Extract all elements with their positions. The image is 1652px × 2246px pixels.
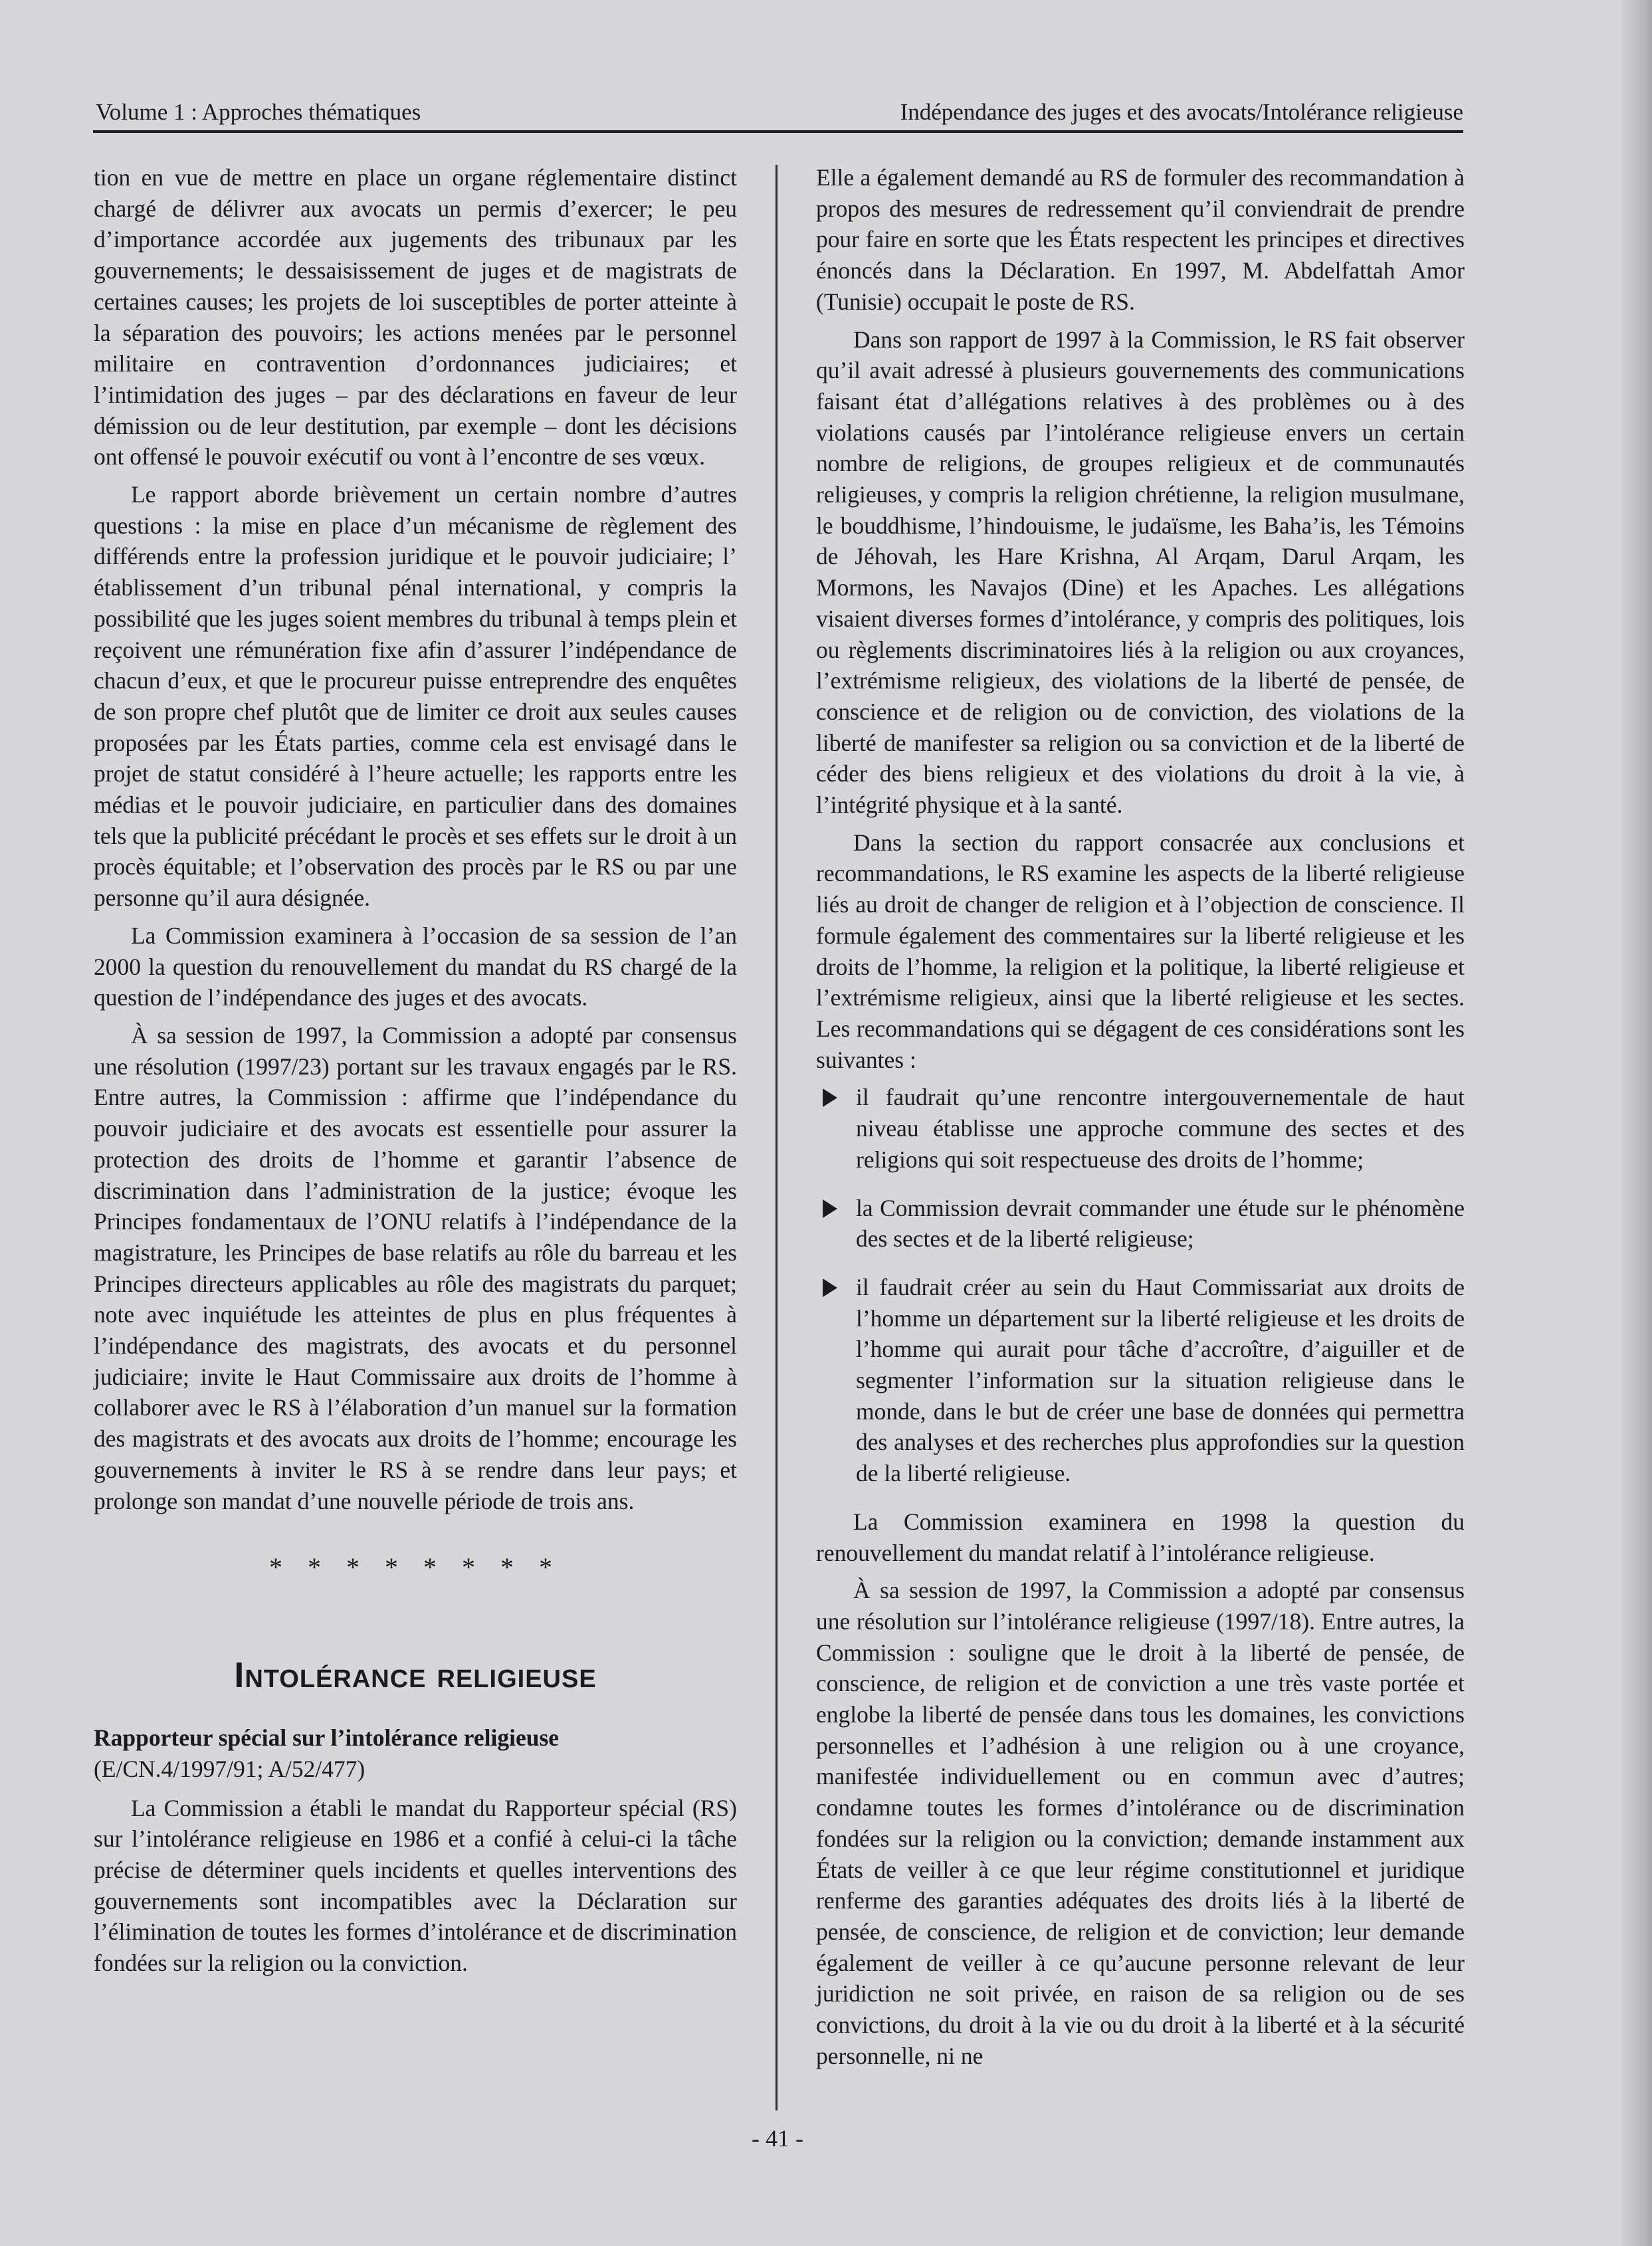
list-item-text: la Commission devrait commander une étude sur le phénomène des sectes et de la liberté religieuse; <box>856 1194 1465 1253</box>
list-item-text: il faudrait créer au sein du Haut Commissariat aux droits de l’homme un département sur la liberté religieuse et les droits de l’homme qui aurait pour tâche d’accroître, d’aiguiller et de segmenter l’information sur la situation religieuse dans le monde, dans le but de créer une base de données qui permettra des analyses et des recherches plus approfondies sur la question de la liberté religieuse. <box>856 1273 1465 1487</box>
page-number: - 41 - <box>752 2125 803 2152</box>
body-paragraph: Dans la section du rapport consacrée aux conclusions et recommandations, le RS examine les aspects de la liberté religieuse liés au droit de changer de religion et à l’objection de conscience. Il formule également des commentaires sur la liberté religieuse et les droits de l’homme, la religion et la politique, la liberté religieuse et l’extrémisme religieux, ainsi que la liberté religieuse et les sectes. Les recommandations qui se dégagent de ces considérations sont les suivantes : <box>816 829 1465 1073</box>
running-header <box>93 93 1463 133</box>
list-item <box>816 1272 1465 1489</box>
body-paragraph: À sa session de 1997, la Commission a adopté par consensus une résolution sur l’intolérance religieuse (1997/18). Entre autres, la Commission : souligne que le droit à la liberté de pensée, de conscience, de religion et de conviction a une très vaste portée et englobe la liberté de pensée dans tous les domaines, les convictions personnelles et l’adhésion à une religion ou à une croyance, manifestée individuellement ou en commun avec d’autres; condamne toutes les formes d’intolérance ou de discrimination fondées sur la religion ou la conviction; demande instamment aux États de veiller à ce que leur régime constitutionnel et juridique renferme des garanties adéquates des droits liés à la liberté de pensée, de conscience, de religion et de conviction; leur demande également de veiller à ce qu’aucune personne relevant de leur juridiction ne soit privée, en raison de sa religion ou de ses convictions, du droit à la vie ou du droit à la liberté et à la sécurité personnelle, ni ne <box>816 1577 1465 2069</box>
right-column <box>816 162 1465 2078</box>
body-paragraph: Dans son rapport de 1997 à la Commission, le RS fait observer qu’il avait adressé à plusieurs gouvernements des communications faisant état d’allégations relatives à des problèmes ou à des violations causés par l’intolérance religieuse envers un certain nombre de religions, de groupes religieux et de communautés religieuses, y compris la religion chrétienne, la religion musulmane, le bouddhisme, l’hindouisme, le judaïsme, les Baha’is, les Témoins de Jéhovah, les Hare Krishna, Al Arqam, Darul Arqam, les Mormons, les Navajos (Dine) et les Apaches. Les allégations visaient diverses formes d’intolérance, y compris des politiques, lois ou règlements discriminatoires liés à la religion ou aux croyances, l’extrémisme religieux, des violations de la liberté de pensée, de conscience et de religion ou de conviction, des violations de la liberté de manifester sa religion ou sa conviction et de la liberté de céder des biens religieux et des violations du droit à la vie, à l’intégrité physique et à la santé. <box>816 326 1465 819</box>
list-item <box>816 1082 1465 1175</box>
body-paragraph: Elle a également demandé au RS de formuler des recommandation à propos des mesures de redressement qu’il conviendrait de prendre pour faire en sorte que les États respectent les principes et directives énoncés dans la Déclaration. En 1997, M. Abdelfattah Amor (Tunisie) occupait le poste de RS. <box>816 164 1465 315</box>
header-section-title: Indépendance des juges et des avocats/Intolérance religieuse <box>900 99 1463 125</box>
section-title: Intolérance religieuse <box>234 1655 597 1696</box>
list-item <box>816 1193 1465 1255</box>
arrow-bullet-icon <box>823 1088 837 1107</box>
document-reference: (E/CN.4/1997/91; A/52/477) <box>94 1755 365 1782</box>
header-rule <box>93 130 1463 133</box>
body-paragraph: Le rapport aborde brièvement un certain nombre d’autres questions : la mise en place d’un mécanisme de règlement des différends entre la profession juridique et le pouvoir judiciaire; l’ établissement d’un tribunal pénal international, y compris la possibilité que les juges soient membres du tribunal à temps plein et reçoivent une rémunération fixe afin d’assurer l’indépendance de chacun d’eux, et que le procureur puisse entreprendre des enquêtes de son propre chef plutôt que de limiter ce droit aux seules causes proposées par les États parties, comme cela est envisagé dans le projet de statut considéré à l’heure actuelle; les rapports entre les médias et le pouvoir judiciaire, en particulier dans des domaines tels que la publicité précédant le procès et ses effets sur le droit à un procès équitable; et l’observation des procès par le RS ou par une personne qu’il aura désignée. <box>94 481 737 912</box>
body-paragraph: tion en vue de mettre en place un organe réglementaire distinct chargé de délivrer aux avocats un permis d’exercer; le peu d’importance accordée aux jugements des tribunaux par les gouvernements; le dessaisissement de juges et de magistrats de certaines causes; les projets de loi susceptibles de porter atteinte à la séparation des pouvoirs; les actions menées par le personnel militaire en contravention d’ordonnances judiciaires; et l’intimidation des juges – par des déclarations en faveur de leur démission ou de leur destitution, par exemple – dont les décisions ont offensé le pouvoir exécutif ou vont à l’encontre de ses vœux. <box>94 164 737 470</box>
arrow-bullet-icon <box>823 1278 837 1297</box>
body-paragraph: La Commission examinera en 1998 la question du renouvellement du mandat relatif à l’intolérance religieuse. <box>816 1508 1465 1566</box>
left-column <box>94 162 737 1986</box>
list-item-text: il faudrait qu’une rencontre intergouvernementale de haut niveau établisse une approche commune des sectes et des religions qui soit respectueuse des droits de l’homme; <box>856 1084 1465 1173</box>
header-volume-title: Volume 1 : Approches thématiques <box>96 99 421 125</box>
body-paragraph: La Commission a établi le mandat du Rapporteur spécial (RS) sur l’intolérance religieuse en 1986 et a confié à celui-ci la tâche précise de déterminer quels incidents et quelles interventions des gouvernements sont incompatibles avec la Déclaration sur l’élimination de toutes les formes d’intolérance et de discrimination fondées sur la religion ou la conviction. <box>94 1794 737 1977</box>
subheading: Rapporteur spécial sur l’intolérance religieuse <box>94 1724 560 1752</box>
recommendations-list <box>816 1082 1465 1488</box>
body-paragraph: La Commission examinera à l’occasion de sa session de l’an 2000 la question du renouvellement du mandat du RS chargé de la question de l’indépendance des juges et des avocats. <box>94 922 737 1011</box>
arrow-bullet-icon <box>823 1199 837 1218</box>
section-separator: * * * * * * * * <box>269 1552 562 1583</box>
page-edge-shadow <box>1621 0 1652 2246</box>
body-paragraph: À sa session de 1997, la Commission a adopté par consensus une résolution (1997/23) portant sur les travaux engagés par le RS. Entre autres, la Commission : affirme que l’indépendance du pouvoir judiciaire et des avocats est essentielle pour assurer la protection des droits de l’homme et garantir l’absence de discrimination dans l’administration de la justice; évoque les Principes fondamentaux de l’ONU relatifs à l’indépendance de la magistrature, les Principes de base relatifs au rôle du barreau et les Principes directeurs applicables au rôle des magistrats du parquet; note avec inquiétude les atteintes de plus en plus fréquentes à l’indépendance des magistrats, des avocats et du personnel judiciaire; invite le Haut Commissaire aux droits de l’homme à collaborer avec le RS à l’élaboration d’un manuel sur la formation des magistrats et des avocats aux droits de l’homme; encourage les gouvernements à inviter le RS à se rendre dans leur pays; et prolonge son mandat d’une nouvelle période de trois ans. <box>94 1021 737 1514</box>
column-divider <box>775 165 777 2110</box>
